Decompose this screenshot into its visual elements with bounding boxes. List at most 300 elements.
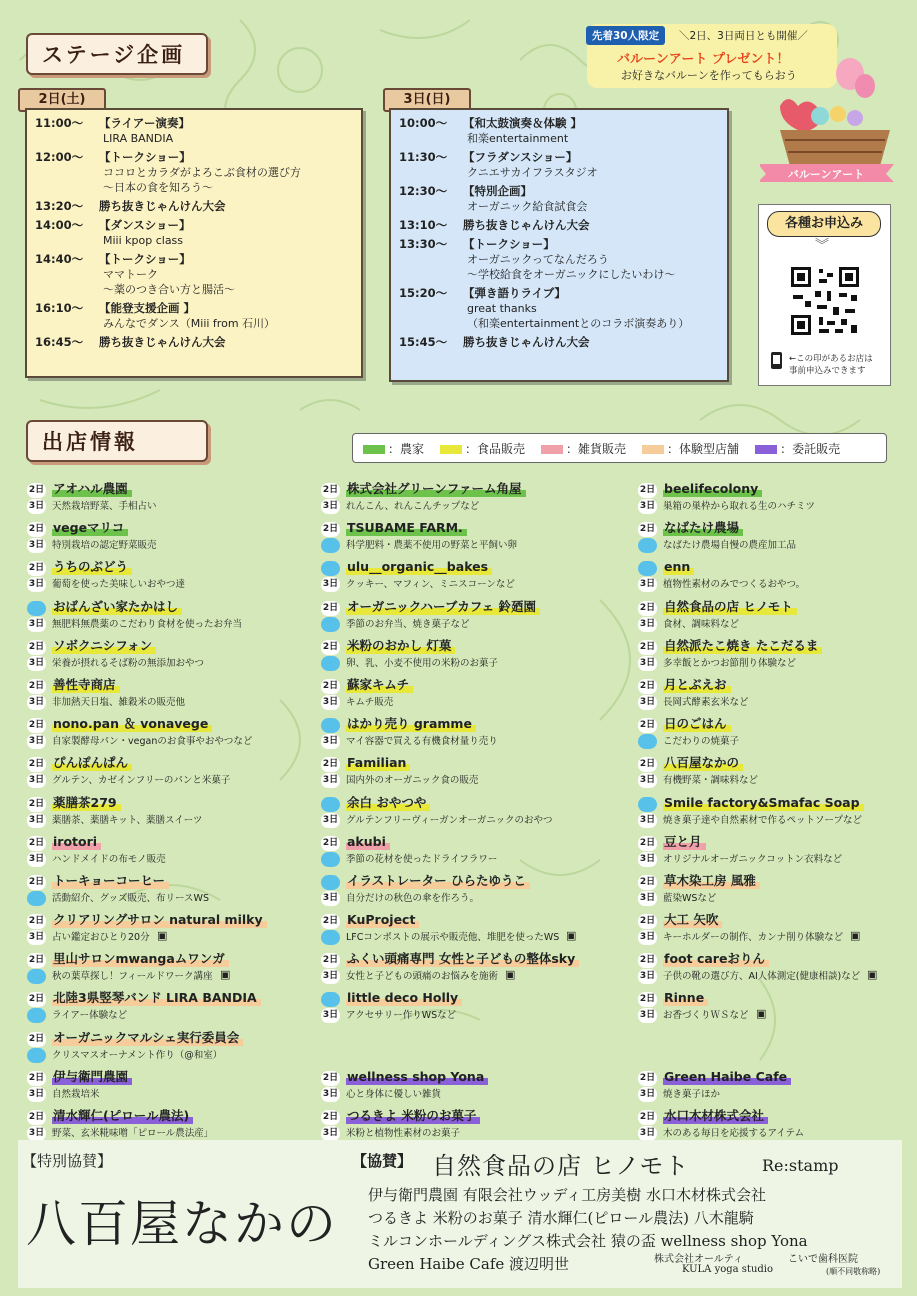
vendor-entry	[27, 519, 312, 558]
day2-badge	[321, 561, 340, 576]
phone-apply-icon[interactable]: ▣	[850, 929, 861, 943]
day2-badge: 2日	[27, 875, 46, 890]
vendor-entry	[27, 794, 312, 833]
vendor-description: 葡萄を使った美味しいおやつ達	[52, 579, 186, 591]
day3-badge: 3日	[638, 577, 657, 592]
day2-badge: 2日	[27, 1071, 46, 1086]
day3-badge: 3日	[638, 499, 657, 514]
event-time: 16:10〜	[35, 301, 84, 315]
vendor-name: 里山サロンmwangaムワンガ	[52, 951, 229, 967]
phone-apply-icon[interactable]: ▣	[566, 929, 577, 943]
day2-badge: 2日	[321, 1110, 340, 1125]
vendor-description: 子供の靴の選び方、AI人体測定(健康相談)など	[663, 971, 861, 983]
day2-badge: 2日	[27, 1032, 46, 1047]
event-title: 勝ち抜きじゃんけん大会	[99, 199, 226, 213]
day2-badge: 2日	[321, 522, 340, 537]
day2-badge: 2日	[638, 992, 657, 1007]
vendor-entry	[638, 794, 917, 833]
vendor-description: 季節の花材を使ったドライフラワー	[346, 853, 498, 865]
phone-apply-icon[interactable]: ▣	[157, 929, 168, 943]
vendor-name: イラストレーター ひらたゆうこ	[346, 873, 530, 889]
vendor-entry	[321, 872, 606, 911]
event-detail: great thanks （和楽entertainmentとのコラボ演奏あり）	[467, 302, 690, 330]
day3-badge: 3日	[27, 773, 46, 788]
day2-badge: 2日	[27, 483, 46, 498]
sponsor-line-4: ミルコンホールディングス株式会社 猿の盃 wellness shop Yona	[368, 1232, 808, 1250]
phone-apply-icon[interactable]: ▣	[867, 968, 878, 982]
vendor-description: キムチ販売	[346, 696, 394, 708]
day3-badge: 3日	[27, 1126, 46, 1141]
event-time: 13:10〜	[399, 218, 448, 232]
sponsor-order-note: (順不同敬称略)	[826, 1267, 881, 1276]
day3-badge	[321, 538, 340, 553]
vendor-entry	[321, 911, 606, 950]
day3-badge: 3日	[638, 1008, 657, 1023]
apply-box	[758, 204, 891, 386]
day3-badge: 3日	[321, 499, 340, 514]
stage-event	[399, 286, 727, 331]
vendor-name: wellness shop Yona	[346, 1069, 488, 1085]
legend-label: ：雑貨販売	[566, 441, 627, 456]
day2-tab: 2日(土)	[18, 88, 106, 112]
vendor-name: Smile factory&Smafac Soap	[663, 795, 864, 811]
vendor-description: 自然栽培米	[52, 1088, 100, 1100]
vendor-description: 無肥料無農薬のこだわり食材を使ったお弁当	[52, 618, 243, 630]
day3-badge: 3日	[321, 969, 340, 984]
day3-badge: 3日	[638, 1126, 657, 1141]
day3-badge: 3日	[27, 734, 46, 749]
vendor-name: 北陸3県竪琴バンド LIRA BANDIA	[52, 990, 261, 1006]
vendor-entry	[27, 558, 312, 597]
stage-event	[399, 116, 727, 146]
sponsor-small-2: こいで歯科医院	[788, 1254, 858, 1265]
vendor-entry	[27, 1029, 312, 1068]
day2-badge: 2日	[27, 836, 46, 851]
event-time: 14:40〜	[35, 252, 84, 266]
day3-badge: 3日	[638, 617, 657, 632]
vendor-name: 米粉のおかし 灯菓	[346, 638, 455, 654]
day2-badge: 2日	[27, 640, 46, 655]
vendor-description: LFCコンポストの展示や販売他、堆肥を使ったWS	[346, 932, 560, 944]
balloon-banner-text: バルーンアート	[787, 168, 865, 181]
event-time: 11:00〜	[35, 116, 84, 130]
day2-badge: 2日	[321, 757, 340, 772]
special-sponsor-name: 八百屋なかの	[26, 1195, 338, 1253]
day3-badge: 3日	[638, 773, 657, 788]
legend-label: ：農家	[388, 441, 425, 456]
day2-badge: 2日	[638, 1071, 657, 1086]
vendor-description: 植物性素材のみでつくるおやつ。	[663, 579, 806, 591]
vendor-entry	[321, 519, 606, 558]
day2-badge: 2日	[27, 561, 46, 576]
event-detail: オーガニック給食試食会	[467, 200, 588, 213]
vendor-name: ぴんぽんぱん	[52, 755, 132, 771]
day3-badge: 3日	[27, 656, 46, 671]
vendor-description: オリジナルオーガニックコットン衣料など	[663, 853, 843, 865]
day3-badge	[27, 891, 46, 906]
event-time: 16:45〜	[35, 335, 84, 349]
event-title: 勝ち抜きじゃんけん大会	[463, 218, 590, 232]
vendor-name: アオハル農園	[52, 481, 132, 497]
vendor-name: 蘇家キムチ	[346, 677, 413, 693]
event-title: 【ダンスショー】	[99, 218, 191, 232]
vendor-description: 自家製酵母パン・veganのお食事やおやつなど	[52, 736, 253, 748]
vendor-entry	[638, 1029, 917, 1068]
day2-badge	[321, 718, 340, 733]
stage-event	[399, 335, 727, 350]
vendor-name: Familian	[346, 755, 410, 771]
phone-apply-icon[interactable]: ▣	[220, 968, 231, 982]
vendor-description: 食材、調味料など	[663, 618, 740, 630]
day2-badge: 2日	[27, 679, 46, 694]
vendor-description: 卵、乳、小麦不使用の米粉のお菓子	[346, 657, 499, 669]
vendor-name: なばたけ農場	[663, 520, 743, 536]
event-title: 勝ち抜きじゃんけん大会	[99, 335, 226, 349]
vendor-name: beelifecolony	[663, 481, 762, 497]
event-time: 13:20〜	[35, 199, 84, 213]
day3-badge: 3日	[321, 773, 340, 788]
day3-tab: 3日(日)	[383, 88, 471, 112]
event-title: 【トークショー】	[463, 237, 555, 251]
vendor-name: 草木染工房 風雅	[663, 873, 760, 889]
day3-badge: 3日	[27, 1087, 46, 1102]
vendor-description: 栄養が摂れるそば粉の無添加おやつ	[52, 657, 205, 669]
vendor-description: 心と身体に優しい雑貨	[346, 1088, 442, 1100]
day3-badge: 3日	[27, 617, 46, 632]
vendor-description: 米粉と植物性素材のお菓子	[346, 1128, 461, 1139]
vendor-name: nono.pan ＆ vonavege	[52, 716, 212, 732]
vendor-entry	[638, 833, 917, 872]
vendor-description: 非加熱天日塩、雑穀米の販売他	[52, 696, 186, 708]
vendor-entry	[27, 950, 312, 989]
vendor-entry	[321, 715, 606, 754]
day2-badge: 2日	[27, 718, 46, 733]
legend-swatch	[363, 445, 385, 454]
day3-badge: 3日	[638, 656, 657, 671]
vendor-description: 焼き菓子ほか	[663, 1088, 721, 1100]
legend-item	[541, 440, 626, 457]
day2-badge: 2日	[27, 992, 46, 1007]
day2-badge: 2日	[27, 797, 46, 812]
vendor-name: オーガニックマルシェ実行委員会	[52, 1030, 243, 1046]
stage-event	[35, 335, 361, 350]
day2-badge: 2日	[321, 914, 340, 929]
qr-code[interactable]	[789, 265, 861, 337]
day3-badge: 3日	[27, 852, 46, 867]
event-detail: クニエサカイフラスタジオ	[467, 166, 598, 179]
phone-apply-icon	[767, 351, 787, 371]
vendor-name: 清水輝仁(ピロール農法)	[52, 1108, 193, 1124]
event-time: 15:45〜	[399, 335, 448, 349]
vendor-description: 特別栽培の認定野菜販売	[52, 540, 157, 552]
vendor-entry	[638, 637, 917, 676]
event-title: 【フラダンスショー】	[463, 150, 578, 164]
day3-badge: 3日	[638, 969, 657, 984]
vendor-entry	[321, 754, 606, 793]
day3-badge: 3日	[27, 813, 46, 828]
vendor-description: お香づくりＷＳなど	[663, 1010, 749, 1022]
vendor-description: 自分だけの秋色の傘を作ろう。	[346, 892, 480, 904]
vendor-entry	[321, 598, 606, 637]
vendor-entry	[638, 558, 917, 597]
legend-item	[440, 440, 525, 457]
event-detail: オーガニックってなんだろう 〜学校給食をオーガニックにしたいわけ〜	[467, 253, 676, 281]
vendor-entry	[638, 989, 917, 1028]
vendor-name: irotori	[52, 834, 101, 850]
day3-badge: 3日	[27, 499, 46, 514]
vendor-entry	[638, 715, 917, 754]
vendor-description: 長岡式酵素玄米など	[663, 696, 749, 708]
sponsor-label: 【協賛】	[352, 1152, 413, 1170]
vendor-name: うちのぶどう	[52, 559, 132, 575]
vendor-entry	[638, 519, 917, 558]
phone-apply-icon[interactable]: ▣	[756, 1007, 767, 1021]
vendor-entry	[638, 950, 917, 989]
vendor-entry	[638, 598, 917, 637]
day3-badge	[638, 538, 657, 553]
day3-schedule	[389, 108, 729, 382]
vendor-name: おばんざい家たかはし	[52, 599, 182, 615]
day3-badge	[27, 1048, 46, 1063]
day2-badge: 2日	[638, 875, 657, 890]
balloon-note: ＼2日、3日両日とも開催／	[679, 30, 808, 42]
day2-badge: 2日	[321, 601, 340, 616]
day2-badge: 2日	[638, 953, 657, 968]
chevron-down-icon: ︾	[815, 238, 829, 254]
legend-swatch	[541, 445, 563, 454]
vendor-entry	[321, 558, 606, 597]
vendor-name: Green Haibe Cafe	[663, 1069, 791, 1085]
day3-badge	[27, 1008, 46, 1023]
event-title: 【弾き語りライブ】	[463, 286, 566, 300]
stage-event	[399, 237, 727, 282]
event-detail: Miii kpop class	[103, 234, 184, 247]
event-title: 【和太鼓演奏＆体験 】	[463, 116, 583, 130]
vendor-entry	[638, 754, 917, 793]
day3-badge: 3日	[321, 1087, 340, 1102]
legend-item	[363, 440, 424, 457]
vendor-entry	[321, 833, 606, 872]
sponsor-line-1: 自然食品の店 ヒノモト	[432, 1152, 690, 1180]
vendor-name: 月とぶえお	[663, 677, 731, 693]
vendor-description: グルテン、カゼインフリーのパンと米菓子	[52, 775, 231, 787]
vendor-name: クリアリングサロン natural milky	[52, 912, 267, 928]
vendor-name: はかり売り gramme	[346, 716, 476, 732]
stage-event	[35, 199, 361, 214]
vendor-entry	[638, 676, 917, 715]
vendor-entry	[638, 872, 917, 911]
vendor-name: オーガニックハーブカフェ 鈴廼園	[346, 599, 540, 615]
vendor-name: 日のごはん	[663, 716, 731, 732]
vendor-name: ふくい頭痛専門 女性と子どもの整体sky	[346, 951, 579, 967]
sponsor-small-1: 株式会社オールティ	[654, 1254, 743, 1265]
stage-event	[35, 218, 361, 248]
day2-badge: 2日	[638, 757, 657, 772]
event-time: 11:30〜	[399, 150, 448, 164]
vendor-description: ハンドメイドの布モノ販売	[52, 853, 166, 865]
event-title: 【トークショー】	[99, 150, 191, 164]
day2-badge	[321, 992, 340, 1007]
day2-badge: 2日	[638, 483, 657, 498]
vendor-column-2	[321, 480, 606, 1146]
day3-badge: 3日	[27, 695, 46, 710]
vendor-name: 八百屋なかの	[663, 755, 743, 771]
balloon-basket-illustration	[760, 56, 900, 186]
vendor-entry	[321, 794, 606, 833]
event-title: 勝ち抜きじゃんけん大会	[463, 335, 590, 349]
vendor-column-3	[638, 480, 917, 1146]
vendor-description: クッキー、マフィン、ミニスコーンなど	[346, 579, 515, 591]
vendor-name: 大工 矢吹	[663, 912, 722, 928]
day3-badge: 3日	[321, 695, 340, 710]
day2-badge: 2日	[27, 914, 46, 929]
day3-badge: 3日	[638, 891, 657, 906]
vendor-description: 活動紹介、グッズ販売、布リースWS	[52, 892, 209, 904]
day3-badge: 3日	[321, 734, 340, 749]
apply-title: 各種お申込み	[767, 211, 881, 237]
vendor-name: 株式会社グリーンファーム角屋	[346, 481, 526, 497]
stage-event	[35, 301, 361, 331]
vendor-name: vegeマリコ	[52, 520, 128, 536]
vendor-name: enn	[663, 559, 694, 575]
day2-badge	[27, 601, 46, 616]
vendor-description: 巣箱の巣枠から取れる生のハチミツ	[663, 501, 816, 512]
legend-item	[642, 440, 739, 457]
vendor-description: 有機野菜・調味料など	[663, 775, 759, 787]
event-detail: ママトーク 〜薬のつき合い方と腸活〜	[103, 268, 235, 296]
day2-badge: 2日	[638, 836, 657, 851]
stage-event	[35, 116, 361, 146]
vendor-name: Rinne	[663, 990, 708, 1006]
vendor-name: 自然派たこ焼き たこだるま	[663, 638, 822, 654]
day2-badge: 2日	[638, 1110, 657, 1125]
stage-event	[35, 252, 361, 297]
vendor-column-1	[27, 480, 312, 1146]
special-sponsor-label: 【特別協賛】	[22, 1152, 113, 1170]
event-detail: ココロとカラダがよろこぶ食材の選び方 〜日本の食を知ろう〜	[103, 166, 301, 194]
legend-label: ：委託販売	[780, 441, 841, 456]
day3-badge: 3日	[27, 930, 46, 945]
day2-badge: 2日	[638, 640, 657, 655]
stage-event	[399, 150, 727, 180]
day3-badge: 3日	[321, 891, 340, 906]
day3-badge: 3日	[638, 1087, 657, 1102]
vendor-description: れんこん、れんこんチップなど	[346, 501, 480, 512]
day2-badge: 2日	[638, 679, 657, 694]
day3-badge: 3日	[27, 538, 46, 553]
vendor-description: 国内外のオーガニック食の販売	[346, 775, 479, 787]
day3-badge	[321, 852, 340, 867]
vendor-name: つるきよ 米粉のお菓子	[346, 1108, 480, 1124]
phone-apply-icon[interactable]: ▣	[505, 968, 516, 982]
day3-badge	[321, 617, 340, 632]
day2-badge: 2日	[321, 679, 340, 694]
vendor-name: ulu__organic__bakes	[346, 559, 492, 575]
day2-badge: 2日	[321, 1071, 340, 1086]
vendor-entry	[638, 911, 917, 950]
day2-badge: 2日	[638, 522, 657, 537]
day2-badge: 2日	[638, 914, 657, 929]
vendor-entry	[27, 676, 312, 715]
vendor-name: 薬膳茶279	[52, 795, 121, 811]
legend-label: ：体験型店舗	[667, 441, 740, 456]
vendor-entry	[321, 637, 606, 676]
vendor-description: 多幸飯とかつお節削り体験など	[663, 657, 797, 669]
event-time: 12:00〜	[35, 150, 84, 164]
vendor-description: 季節のお弁当、焼き菓子など	[346, 618, 470, 630]
vendor-description: 秋の葉草探し！フィールドワーク講座	[52, 971, 213, 983]
day3-badge: 3日	[638, 852, 657, 867]
day3-badge: 3日	[638, 813, 657, 828]
event-time: 14:00〜	[35, 218, 84, 232]
vendor-description: 占い鑑定おひとり20分	[52, 932, 150, 944]
stage-event	[399, 184, 727, 214]
vendor-name: 豆と月	[663, 834, 706, 850]
day3-badge	[321, 656, 340, 671]
apply-note: ←この印があるお店は 事前申込みできます	[789, 354, 873, 376]
day3-badge	[321, 930, 340, 945]
vendor-description: クリスマスオーナメント作り（@和室）	[52, 1049, 223, 1061]
vendor-description: 焼き菓子達や自然素材で作るペットソープなど	[663, 814, 863, 826]
day3-badge: 3日	[638, 695, 657, 710]
legend-swatch	[642, 445, 664, 454]
day3-badge: 3日	[321, 1008, 340, 1023]
day2-badge: 2日	[321, 640, 340, 655]
day2-badge	[321, 797, 340, 812]
stage-heading: ステージ企画	[26, 33, 208, 75]
day3-badge	[638, 734, 657, 749]
vendor-name: ソボクニシフォン	[52, 638, 156, 654]
vendor-entry	[321, 989, 606, 1028]
vendor-entry	[638, 1068, 917, 1107]
vendor-description: こだわりの焼菓子	[663, 736, 740, 748]
sponsor-restamp: Re:stamp	[762, 1156, 839, 1175]
day2-badge: 2日	[321, 953, 340, 968]
vendor-entry	[321, 480, 606, 519]
vendor-name: トーキョーコーヒー	[52, 873, 169, 889]
event-title: 【ライアー演奏】	[99, 116, 190, 130]
sponsor-small-3: KULA yoga studio	[682, 1264, 774, 1275]
day3-badge: 3日	[638, 930, 657, 945]
event-time: 13:30〜	[399, 237, 448, 251]
vendor-description: 天然栽培野菜、手相占い	[52, 501, 157, 512]
day2-badge: 2日	[638, 601, 657, 616]
vendor-entry	[27, 989, 312, 1028]
vendor-name: 善性寺商店	[52, 677, 120, 693]
day3-badge	[27, 969, 46, 984]
vendor-entry	[638, 480, 917, 519]
event-detail: みんなでダンス（Miii from 石川）	[103, 317, 276, 330]
balloon-subtitle: お好きなバルーンを作ってもらおう	[621, 69, 797, 82]
sponsors-section	[18, 1140, 902, 1288]
vendor-description: 女性と子どもの頭痛のお悩みを施術	[346, 971, 499, 983]
stage-event	[399, 218, 727, 233]
vendor-description: 薬膳茶、薬膳キット、薬膳スイーツ	[52, 814, 203, 826]
day3-badge: 3日	[321, 577, 340, 592]
vendor-entry	[27, 872, 312, 911]
vendor-entry	[27, 598, 312, 637]
day2-badge: 2日	[27, 522, 46, 537]
vendor-description: アクセサリー作りWSなど	[346, 1010, 457, 1022]
vendor-description: なばたけ農場自慢の農産加工品	[663, 540, 797, 552]
vendor-entry	[321, 676, 606, 715]
category-legend	[352, 433, 887, 463]
vendor-description: 木のある毎日を応援するアイテム	[663, 1128, 805, 1139]
vendor-entry	[321, 1029, 606, 1068]
day2-badge: 2日	[27, 757, 46, 772]
vendor-description: 藍染WSなど	[663, 892, 717, 904]
vendor-description: ライアー体験など	[52, 1010, 128, 1022]
